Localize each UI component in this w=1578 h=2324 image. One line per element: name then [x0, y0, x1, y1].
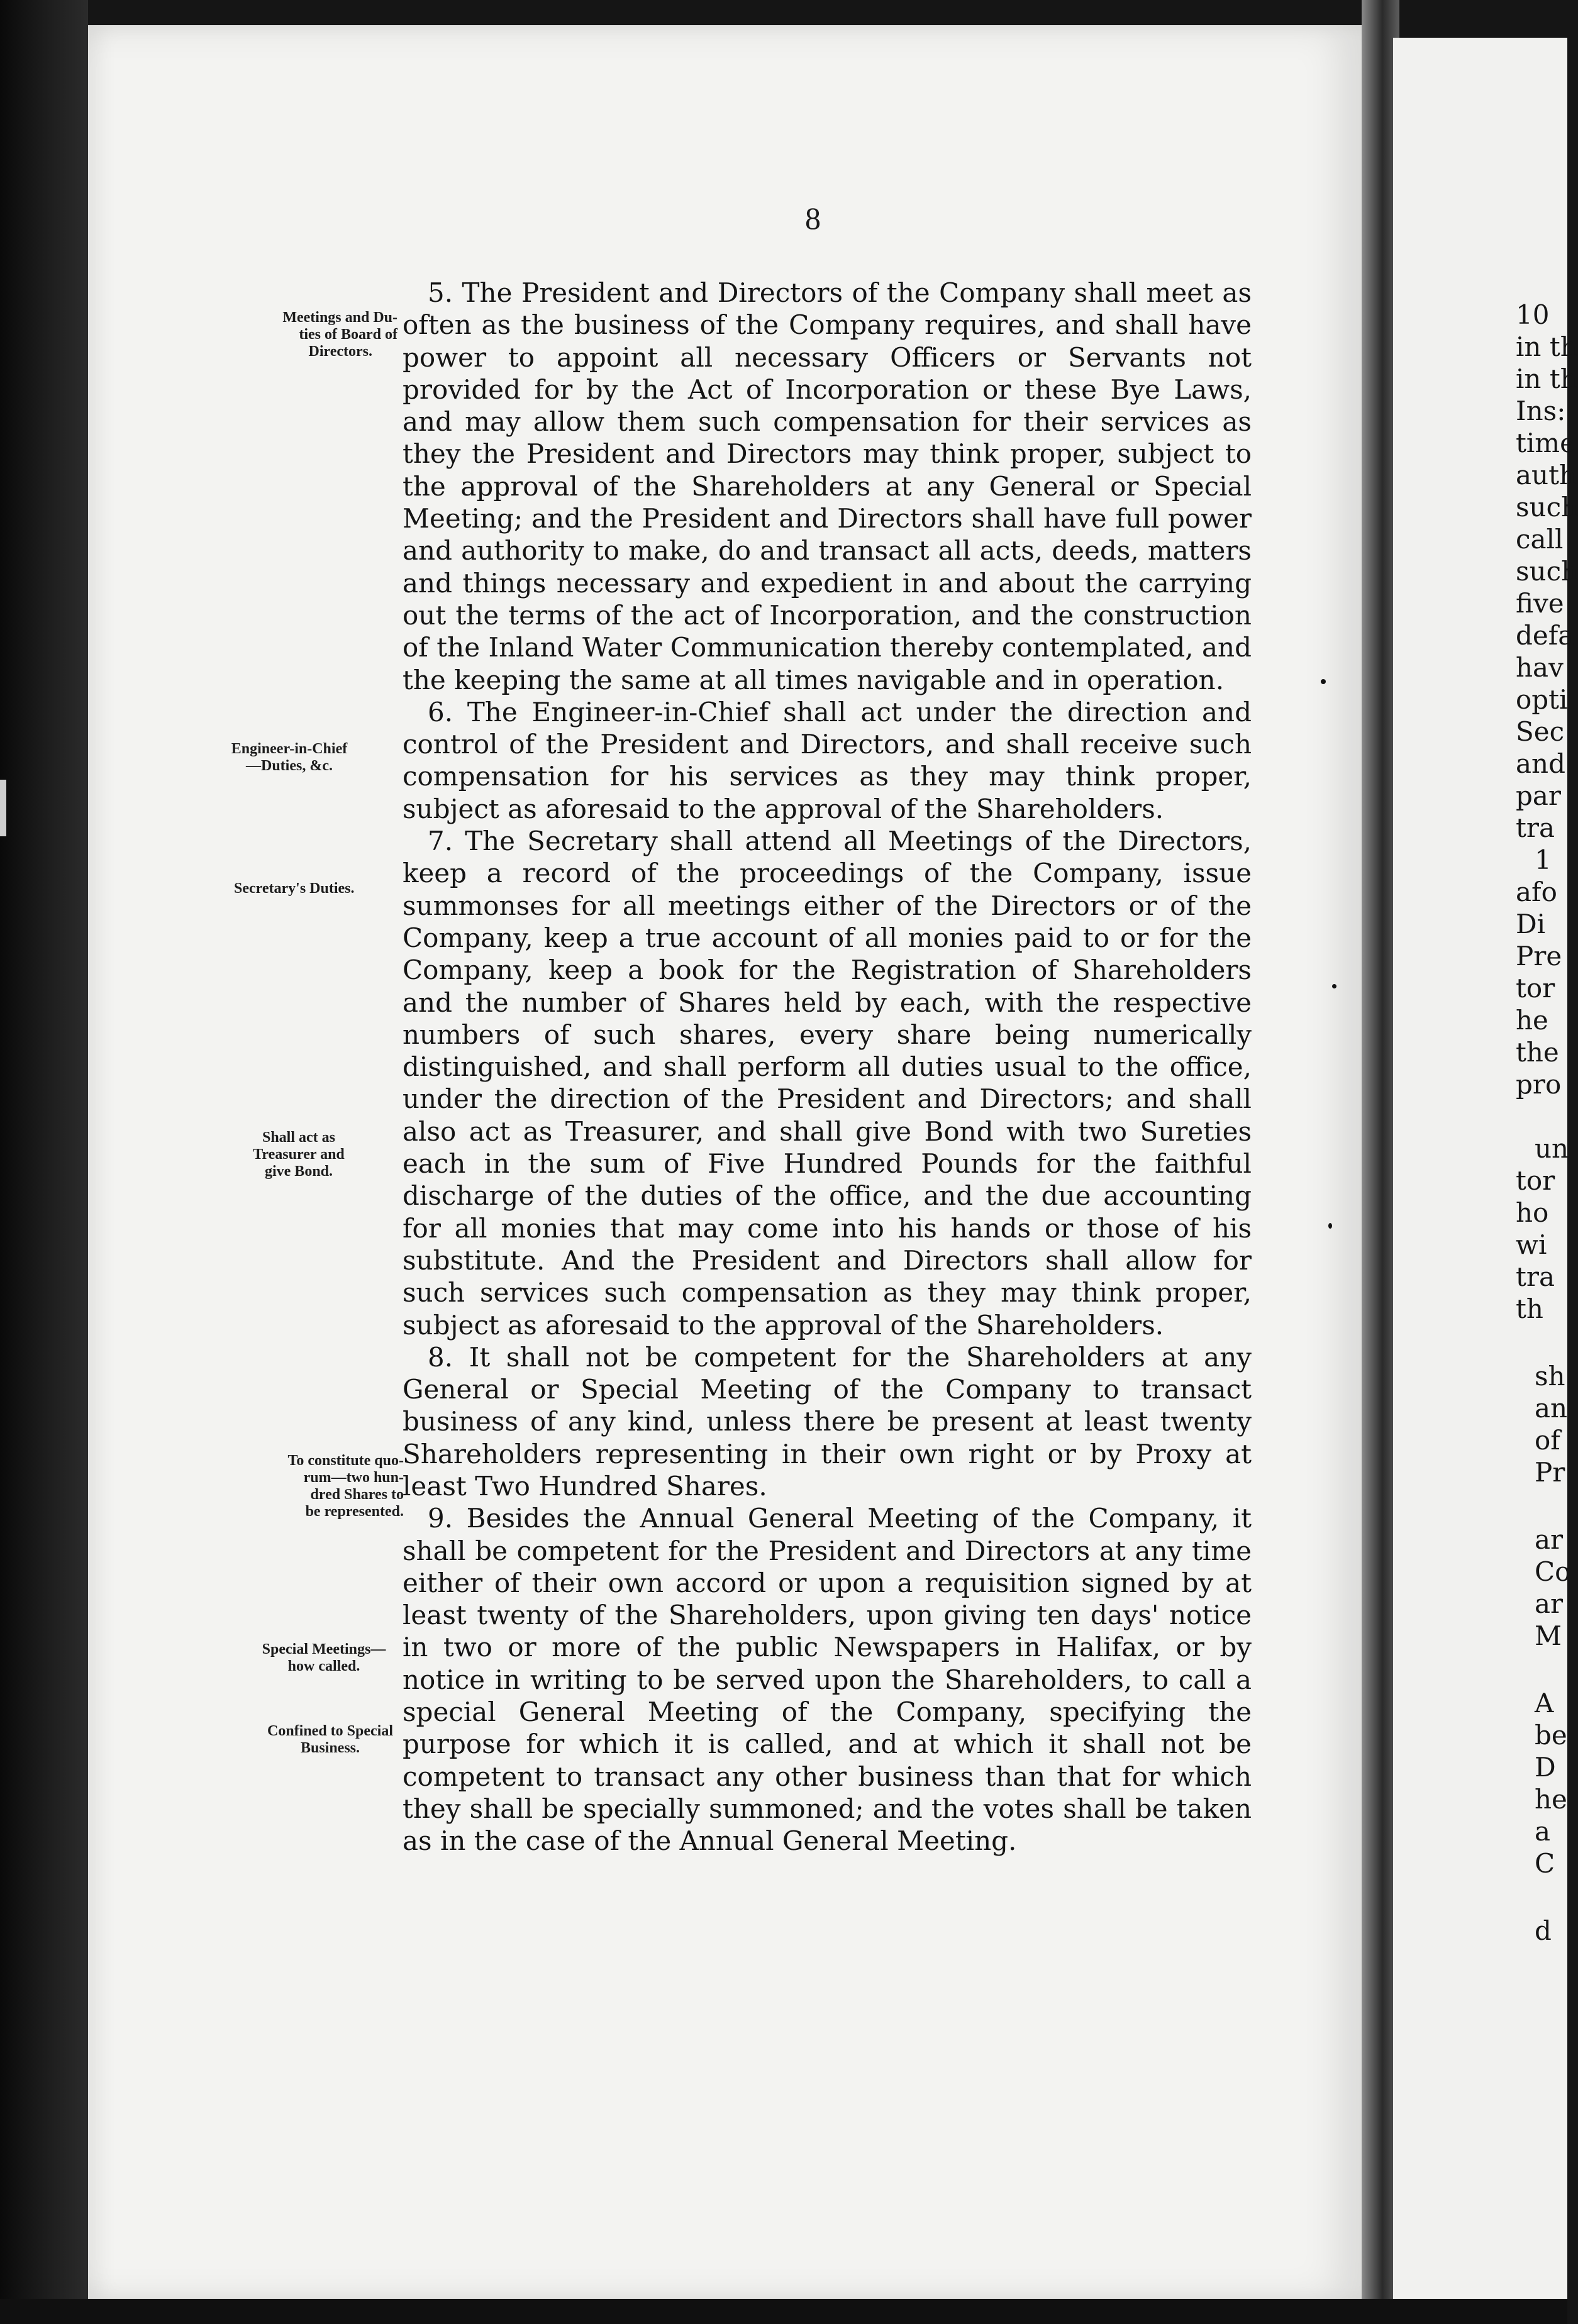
facing-fragment: tra	[1516, 812, 1555, 843]
facing-fragment: Pr	[1535, 1457, 1565, 1488]
paragraph-7: 7. The Secretary shall attend all Meetings of the Directors, keep a record of the proceedings of the Company, issue summonses for all meetings either of the Directors or of the Company, keep a true account of all monies paid to or for the Company, keep a book for the Registration of Shareholders and the number of Shares held by each, with the respective numbers of such shares, every share being numerically distinguished, and shall perform all duties usual to the office, under the direction of the President and Directors; and shall also act as Treasurer, and shall give Bond with two Sureties each in the sum of Five Hundred Pounds for the faithful discharge of the duties of the office, and the due accounting for all monies that may come into his hands or those of his substitute. And the President and Directors shall allow for such services such compensation as they may think proper, subject as aforesaid to the approval of the Shareholders.	[403, 826, 1252, 1341]
facing-fragment: time	[1516, 428, 1575, 458]
margin-note-line: Engineer-in-Chief	[231, 741, 348, 757]
margin-note-line: —Duties, &c.	[246, 758, 333, 774]
margin-note-line: Special Meetings—	[262, 1641, 386, 1657]
facing-fragment: M	[1535, 1620, 1562, 1651]
facing-fragment: sh	[1535, 1361, 1565, 1392]
facing-fragment: hav	[1516, 652, 1564, 683]
facing-fragment: and	[1516, 748, 1565, 779]
facing-fragment: par	[1516, 780, 1562, 811]
scan-bottom-edge	[0, 2299, 1567, 2324]
facing-fragment: Di	[1516, 909, 1546, 939]
facing-fragment: wi	[1516, 1229, 1547, 1260]
facing-fragment: he	[1535, 1784, 1567, 1815]
facing-fragment: D	[1535, 1752, 1556, 1783]
margin-note-meetings	[220, 309, 397, 360]
facing-fragment: in th	[1516, 363, 1577, 394]
facing-fragment: in th	[1516, 331, 1577, 362]
facing-fragment: afo	[1516, 877, 1557, 907]
margin-note-special-meetings	[242, 1641, 406, 1675]
margin-note-line: Shall act as	[262, 1129, 335, 1146]
page-number: 8	[805, 201, 821, 236]
paragraph-8: 8. It shall not be competent for the Shareholders at any General or Special Meeting of the Company to transact business of any kind, unless there be present at least twenty Shareholders representing in their own right or by Proxy at least Two Hundred Shares.	[403, 1341, 1252, 1502]
margin-note-line: how called.	[287, 1658, 360, 1674]
margin-note-quorum	[226, 1452, 404, 1520]
left-book-edge	[0, 0, 88, 2324]
facing-fragment: Pre	[1516, 941, 1562, 971]
ink-speck	[1328, 1223, 1332, 1229]
margin-note-line: Treasurer and	[253, 1146, 345, 1163]
ink-speck	[1321, 679, 1326, 684]
margin-note-line: rum—two hun-	[303, 1469, 404, 1486]
paragraph-5: 5. The President and Directors of the Company shall meet as often as the business of the Company requires, and shall have power to appoint all necessary Officers or Servants not provided for by the Act of Incorporation or these Bye Laws, and may allow them such compensation for their services as they the President and Directors may think proper, subject to the approval of the Shareholders at any General or Special Meeting; and the President and Directors shall have full power and authority to make, do and transact all acts, deeds, matters and things necessary and expedient in and about the carrying out the terms of the act of Incorporation, and the construction of the Inland Water Communication thereby contemplated, and the keeping the same at all times navigable and in operation.	[403, 277, 1252, 695]
margin-note-secretary	[234, 880, 404, 897]
margin-note-engineer	[189, 741, 390, 775]
facing-fragment: ar	[1535, 1588, 1564, 1619]
margin-note-line: Meetings and Du-	[282, 309, 397, 326]
facing-fragment: be	[1535, 1720, 1567, 1751]
paragraph-9: 9. Besides the Annual General Meeting of the Company, it shall be competent for the President and Directors at any time either of their own accord or upon a requisition signed by at least twenty of the Shareholders, upon giving ten days' notice in two or more of the public Newspapers in Halifax, or by notice in writing to be served upon the Shareholders, to call a special General Meeting of the Company, specifying the purpose for which it is called, and at which it shall not be competent to transact any other business than that for which they shall be specially summoned; and the votes shall be taken as in the case of the Annual General Meeting.	[403, 1503, 1252, 1857]
facing-fragment: call	[1516, 524, 1564, 555]
margin-note-line: Business.	[300, 1740, 360, 1756]
facing-fragment: Co	[1535, 1556, 1571, 1587]
facing-fragment: 1	[1535, 844, 1552, 875]
facing-fragment: auth	[1516, 460, 1577, 490]
facing-fragment: C	[1535, 1848, 1555, 1879]
margin-note-line: ties of Board of	[299, 326, 397, 343]
facing-fragment: Ins:	[1516, 396, 1566, 426]
facing-fragment: un	[1535, 1133, 1569, 1164]
facing-fragment: an	[1535, 1393, 1568, 1424]
main-text	[403, 277, 1252, 1857]
margin-note-line: be represented.	[305, 1503, 404, 1520]
facing-fragment: five	[1516, 588, 1564, 619]
facing-fragment: he	[1516, 1005, 1548, 1036]
facing-fragment: the	[1516, 1037, 1559, 1068]
facing-fragment: defa	[1516, 620, 1574, 651]
facing-fragment: ho	[1516, 1197, 1549, 1228]
margin-note-line: dred Shares to	[310, 1486, 404, 1503]
margin-note-treasurer	[226, 1129, 371, 1180]
margin-note-line: give Bond.	[264, 1163, 333, 1180]
facing-fragment: th	[1516, 1293, 1543, 1324]
facing-fragment: pro	[1516, 1069, 1562, 1100]
paragraph-6: 6. The Engineer-in-Chief shall act under the direction and control of the President and Directors, and shall receive such compensation for his services as they may think proper, subject as aforesaid to the approval of the Shareholders.	[403, 696, 1252, 824]
scan-mark	[0, 780, 6, 836]
margin-note-line: To constitute quo-	[287, 1452, 404, 1469]
margin-note-special-business	[245, 1723, 415, 1757]
facing-fragment: such	[1516, 556, 1578, 587]
facing-fragment: tor	[1516, 1165, 1555, 1196]
facing-fragment: tra	[1516, 1261, 1555, 1292]
margin-note-line: Secretary's Duties.	[234, 880, 355, 897]
facing-fragment: tor	[1516, 973, 1555, 1004]
facing-fragment: opti	[1516, 684, 1568, 715]
facing-fragment: a	[1535, 1816, 1551, 1847]
ink-speck	[1332, 984, 1336, 988]
facing-fragment: of	[1535, 1425, 1560, 1456]
margin-note-line: Confined to Special	[267, 1723, 393, 1739]
facing-fragment: such	[1516, 492, 1578, 523]
facing-fragment: 10	[1516, 299, 1550, 330]
facing-fragment: ar	[1535, 1524, 1564, 1555]
facing-fragment: d	[1535, 1915, 1552, 1946]
facing-fragment: A	[1535, 1688, 1554, 1718]
facing-fragment: Sec	[1516, 716, 1565, 747]
margin-note-line: Directors.	[308, 343, 372, 360]
